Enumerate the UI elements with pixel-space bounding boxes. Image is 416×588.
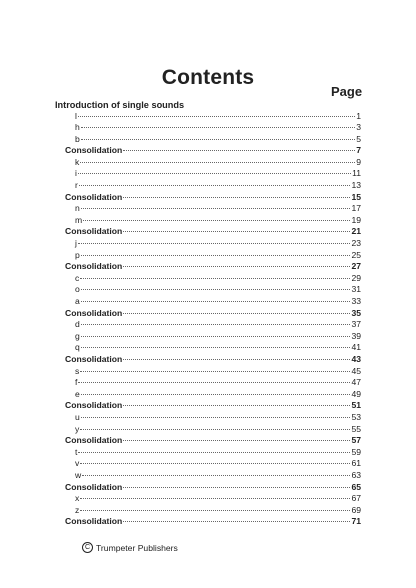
- dot-leader: [81, 324, 351, 325]
- toc-entry[interactable]: [62, 296, 361, 308]
- dot-leader: [78, 243, 351, 244]
- toc-entry-consolidation[interactable]: [62, 516, 361, 528]
- toc-entry-label: z: [75, 504, 80, 515]
- toc-entry[interactable]: [62, 273, 361, 285]
- toc-entry-label: l: [75, 110, 77, 121]
- toc-entry-label: j: [75, 238, 77, 249]
- toc-entry-page-number: 71: [351, 516, 361, 527]
- toc-entry-label: p: [75, 249, 80, 260]
- toc-entry[interactable]: [62, 203, 361, 215]
- toc-entry-label: Consolidation: [65, 191, 123, 202]
- dot-leader: [80, 498, 350, 499]
- toc-entry[interactable]: [62, 458, 361, 470]
- toc-entry[interactable]: [62, 424, 361, 436]
- toc-entry-page-number: 61: [351, 458, 361, 469]
- toc-entry-page-number: 29: [351, 272, 361, 283]
- toc-entry-page-number: 15: [351, 191, 361, 202]
- dot-leader: [80, 162, 355, 163]
- toc-entry-label: d: [75, 319, 80, 330]
- toc-entry[interactable]: [62, 157, 361, 169]
- toc-entry[interactable]: [62, 168, 361, 180]
- toc-entry-page-number: 33: [351, 296, 361, 306]
- toc-entry-page-number: 31: [351, 284, 361, 295]
- toc-entry-consolidation[interactable]: [62, 482, 361, 494]
- toc-entry-label: t: [75, 446, 78, 457]
- toc-entry-page-number: 7: [356, 145, 361, 156]
- toc-entry-label: k: [75, 156, 80, 167]
- dot-leader: [81, 289, 351, 290]
- dot-leader: [83, 220, 350, 221]
- dot-leader: [123, 359, 350, 360]
- toc-entry-page-number: 21: [351, 226, 361, 237]
- toc-entry-consolidation[interactable]: [62, 435, 361, 447]
- dot-leader: [123, 487, 350, 488]
- toc-entry-page-number: 27: [351, 261, 361, 272]
- toc-entry-page-number: 65: [351, 481, 361, 492]
- toc-entry-page-number: 51: [351, 400, 361, 411]
- toc-entry[interactable]: [62, 366, 361, 378]
- toc-entry[interactable]: [62, 389, 361, 401]
- toc-entry-consolidation[interactable]: [62, 308, 361, 320]
- toc-entry-page-number: 49: [351, 388, 361, 399]
- toc-entry[interactable]: [62, 377, 361, 389]
- dot-leader: [81, 139, 355, 140]
- toc-entry-label: w: [75, 469, 82, 480]
- toc-entry-label: Consolidation: [65, 400, 123, 411]
- page-title: Contents: [161, 66, 255, 89]
- dot-leader: [81, 301, 351, 302]
- toc-entry-page-number: 63: [351, 469, 361, 480]
- publisher-name: Trumpeter Publishers: [96, 542, 178, 553]
- toc-entry-label: Consolidation: [65, 226, 123, 237]
- toc-entry-label: Consolidation: [65, 353, 123, 364]
- toc-entry[interactable]: [62, 134, 361, 146]
- dot-leader: [82, 475, 350, 476]
- toc-entry-page-number: 69: [351, 504, 361, 515]
- dot-leader: [123, 313, 350, 314]
- dot-leader: [123, 231, 350, 232]
- toc-entry-consolidation[interactable]: [62, 145, 361, 157]
- toc-entry-label: y: [75, 423, 80, 434]
- page-column-heading: Page: [331, 84, 363, 99]
- toc-entry[interactable]: [62, 447, 361, 459]
- toc-entry-consolidation[interactable]: [62, 192, 361, 204]
- toc-entry-label: Consolidation: [65, 261, 123, 272]
- toc-entry-page-number: 37: [351, 319, 361, 330]
- toc-entry[interactable]: [62, 284, 361, 296]
- toc-entry-label: q: [75, 342, 80, 353]
- toc-entry-page-number: 5: [356, 133, 361, 144]
- toc-entry[interactable]: [62, 470, 361, 482]
- toc-entry-label: c: [75, 272, 80, 283]
- toc-entry-page-number: 23: [351, 238, 361, 249]
- toc-entry[interactable]: [62, 342, 361, 354]
- toc-entry-page-number: 55: [351, 423, 361, 434]
- toc-entry[interactable]: [62, 111, 361, 123]
- dot-leader: [81, 394, 351, 395]
- toc-entry-page-number: 53: [351, 411, 361, 422]
- dot-leader: [78, 382, 350, 383]
- toc-entry[interactable]: [62, 238, 361, 250]
- toc-entry-consolidation[interactable]: [62, 261, 361, 273]
- toc-entry[interactable]: [62, 493, 361, 505]
- dot-leader: [81, 347, 351, 348]
- toc-entry-label: Consolidation: [65, 516, 123, 527]
- copyright-icon: C: [82, 542, 93, 553]
- dot-leader: [78, 116, 355, 117]
- toc-entry-page-number: 17: [351, 203, 361, 214]
- toc-entry-consolidation[interactable]: [62, 400, 361, 412]
- toc-entry-page-number: 25: [351, 249, 361, 260]
- toc-entry-page-number: 57: [351, 435, 361, 446]
- toc-entry-page-number: 1: [356, 110, 361, 121]
- toc-entry[interactable]: [62, 319, 361, 331]
- table-of-contents: [0, 111, 416, 528]
- toc-entry[interactable]: [62, 505, 361, 517]
- toc-entry-label: n: [75, 203, 80, 214]
- toc-entry-page-number: 13: [351, 180, 361, 191]
- toc-entry[interactable]: [62, 122, 361, 134]
- dot-leader: [79, 185, 351, 186]
- dot-leader: [81, 417, 351, 418]
- dot-leader: [78, 452, 350, 453]
- toc-entry-page-number: 3: [356, 122, 361, 133]
- dot-leader: [80, 278, 350, 279]
- toc-entry-label: Consolidation: [65, 145, 123, 156]
- toc-entry[interactable]: [62, 250, 361, 262]
- dot-leader: [123, 266, 350, 267]
- toc-entry-label: f: [75, 377, 78, 388]
- dot-leader: [81, 336, 351, 337]
- toc-entry-page-number: 43: [351, 353, 361, 364]
- toc-entry-label: b: [75, 133, 80, 144]
- toc-entry[interactable]: [62, 215, 361, 227]
- toc-entry-label: h: [75, 122, 80, 133]
- dot-leader: [80, 429, 350, 430]
- dot-leader: [123, 521, 350, 522]
- toc-entry-page-number: 67: [351, 493, 361, 504]
- toc-entry-consolidation[interactable]: [62, 354, 361, 366]
- toc-entry-label: g: [75, 330, 80, 341]
- toc-entry-label: Consolidation: [65, 481, 123, 492]
- toc-entry[interactable]: [62, 331, 361, 343]
- toc-entry-label: m: [75, 214, 83, 225]
- footer: [82, 542, 178, 553]
- toc-entry-page-number: 45: [351, 365, 361, 376]
- toc-entry-page-number: 41: [351, 342, 361, 353]
- dot-leader: [80, 463, 350, 464]
- section-heading: Introduction of single sounds: [55, 100, 185, 110]
- toc-entry-label: x: [75, 493, 80, 504]
- dot-leader: [123, 440, 350, 441]
- toc-entry-label: u: [75, 411, 80, 422]
- toc-entry-page-number: 11: [352, 168, 361, 179]
- dot-leader: [123, 150, 355, 151]
- dot-leader: [78, 173, 351, 174]
- toc-entry-label: s: [75, 365, 80, 376]
- toc-entry-label: o: [75, 284, 80, 295]
- toc-entry-label: i: [75, 168, 77, 179]
- dot-leader: [123, 197, 350, 198]
- toc-entry-page-number: 19: [351, 214, 361, 225]
- dot-leader: [81, 127, 355, 128]
- toc-entry-page-number: 35: [351, 307, 361, 318]
- toc-entry-label: a: [75, 296, 80, 306]
- toc-entry-page-number: 47: [351, 377, 361, 388]
- toc-entry-page-number: 39: [351, 330, 361, 341]
- dot-leader: [80, 510, 350, 511]
- dot-leader: [81, 208, 351, 209]
- toc-entry-label: Consolidation: [65, 435, 123, 446]
- dot-leader: [80, 371, 350, 372]
- toc-entry-page-number: 59: [351, 446, 361, 457]
- dot-leader: [81, 255, 351, 256]
- toc-entry-page-number: 9: [356, 156, 361, 167]
- toc-entry-label: Consolidation: [65, 307, 123, 318]
- toc-entry-label: v: [75, 458, 80, 469]
- toc-entry-label: r: [75, 180, 78, 191]
- toc-entry[interactable]: [62, 412, 361, 424]
- dot-leader: [123, 405, 350, 406]
- toc-entry[interactable]: [62, 180, 361, 192]
- toc-entry-consolidation[interactable]: [62, 226, 361, 238]
- toc-entry-label: e: [75, 388, 80, 399]
